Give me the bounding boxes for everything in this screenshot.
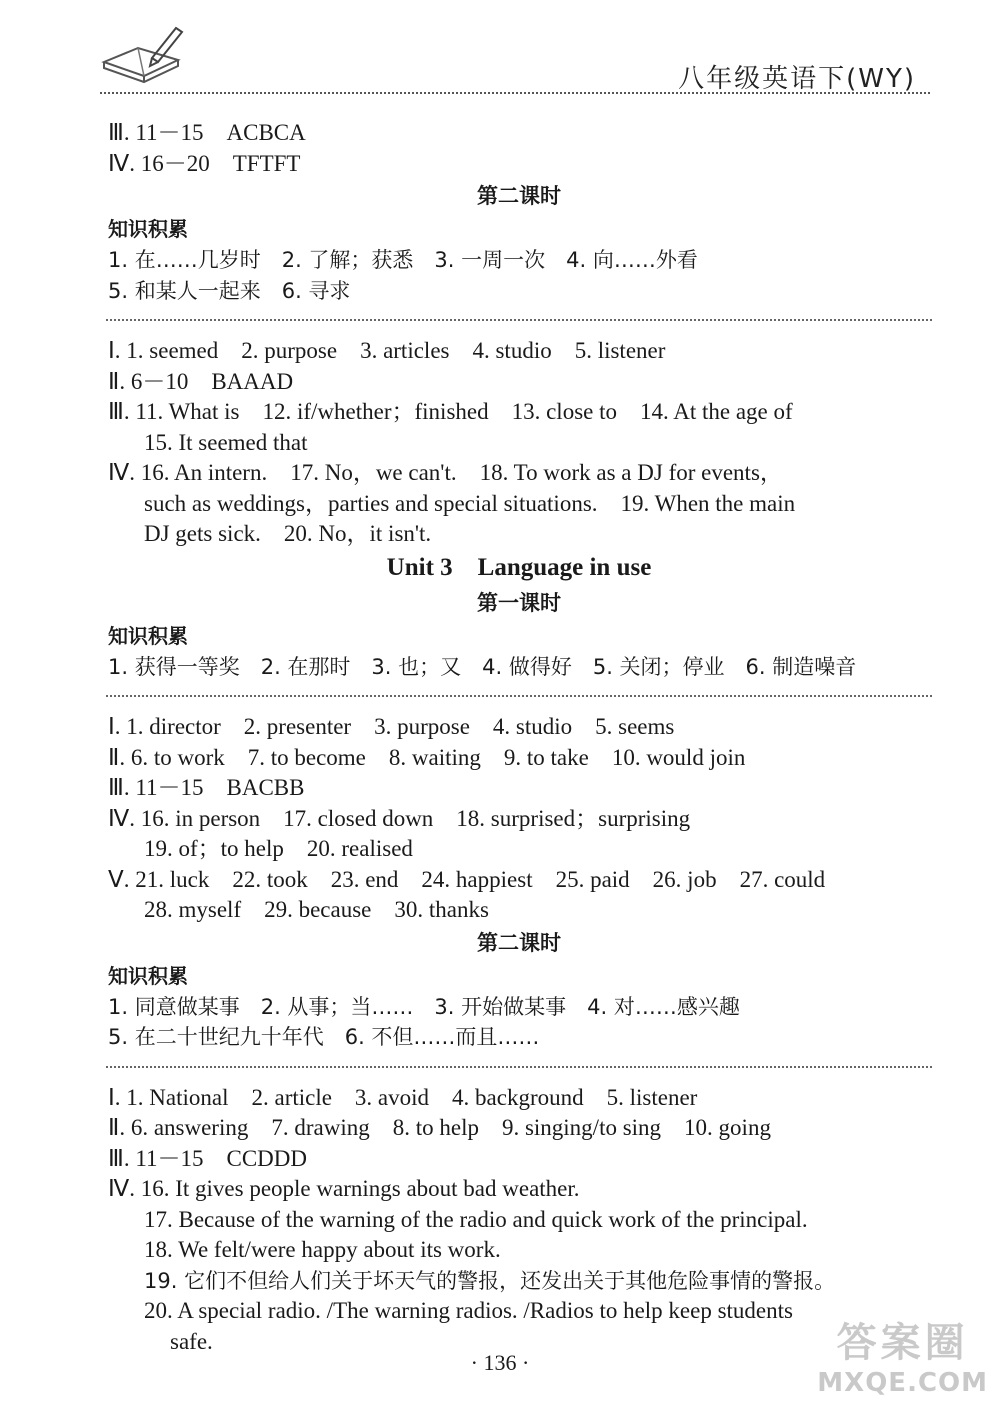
answer-line-top-iv: Ⅳ. 16－20 TFTFT (108, 150, 301, 176)
answer-line: 17. Because of the warning of the radio and quick work of the principal. (144, 1206, 808, 1232)
answer-line: Ⅳ. 16. It gives people warnings about bad weather. (108, 1176, 580, 1201)
knowledge-line: 1. 同意做某事 2. 从事；当…… 3. 开始做某事 4. 对……感兴趣 (108, 994, 740, 1019)
answer-content (108, 118, 930, 1357)
knowledge-line: 1. 在……几岁时 2. 了解；获悉 3. 一周一次 4. 向……外看 (108, 248, 698, 272)
answer-line: DJ gets sick. 20. No，it isn't. (144, 521, 432, 546)
answer-line: Ⅲ. 11－15 CCDDD (108, 1145, 308, 1171)
answer-line: Ⅰ. 1. director 2. presenter 3. purpose 4. studio 5. seems (108, 714, 675, 739)
answer-line: Ⅳ. 16. An intern. 17. No，we can't. 18. To work as a DJ for events， (108, 460, 783, 485)
knowledge-line: 5. 在二十世纪九十年代 6. 不但……而且…… (108, 1025, 540, 1049)
lesson-heading-second-a: 第二课时 (477, 184, 561, 208)
dotted-divider (106, 695, 932, 697)
section-knowledge-c: 知识积累 (108, 963, 188, 988)
lesson-heading-second-b: 第二课时 (477, 930, 561, 955)
answer-line: Ⅱ. 6. answering 7. drawing 8. to help 9. singing/to sing 10. going (108, 1115, 771, 1140)
page-number: · 136 · (470, 1350, 530, 1375)
header-divider (100, 92, 930, 94)
answer-line: safe. (170, 1328, 213, 1354)
answer-line: Ⅲ. 11. What is 12. if/whether；finished 13. close to 14. At the age of (108, 399, 793, 424)
watermark (817, 1311, 988, 1398)
answer-line: 20. A special radio. /The warning radios. /Radios to help keep students (144, 1298, 793, 1323)
answer-line: 15. It seemed that (144, 429, 308, 455)
knowledge-line: 5. 和某人一起来 6. 寻求 (108, 278, 351, 303)
dotted-divider (106, 1066, 932, 1068)
watermark-text: 答案圈 (836, 1320, 969, 1366)
answer-line: Ⅴ. 21. luck 22. took 23. end 24. happiest 25. paid 26. job 27. could (108, 866, 826, 892)
answer-line: 18. We felt/were happy about its work. (144, 1237, 501, 1262)
answer-line: Ⅳ. 16. in person 17. closed down 18. surprised；surprising (108, 805, 691, 831)
watermark-url: MXQE.COM (817, 1368, 988, 1398)
section-knowledge-b: 知识积累 (108, 623, 188, 648)
answer-line: 28. myself 29. because 30. thanks (144, 897, 489, 922)
answer-line: Ⅱ. 6. to work 7. to become 8. waiting 9. to take 10. would join (108, 744, 746, 770)
answer-line: 19. of；to help 20. realised (144, 836, 413, 861)
section-knowledge-a: 知识积累 (108, 217, 188, 241)
answer-line: Ⅰ. 1. National 2. article 3. avoid 4. background 5. listener (108, 1084, 698, 1110)
dotted-divider (106, 319, 932, 321)
lesson-heading-first: 第一课时 (477, 590, 561, 615)
answer-line: Ⅱ. 6－10 BAAAD (108, 368, 294, 394)
header-title: 八年级英语下(WY) (678, 64, 916, 94)
unit-title: Unit 3 Language in use (386, 553, 652, 581)
answer-line: Ⅲ. 11－15 BACBB (108, 775, 305, 800)
book-pen-logo (98, 22, 190, 84)
answer-line: 19. 它们不但给人们关于坏天气的警报，还发出关于其他危险事情的警报。 (144, 1268, 836, 1293)
answer-line: Ⅰ. 1. seemed 2. purpose 3. articles 4. studio 5. listener (108, 338, 666, 363)
answer-line-top-iii: Ⅲ. 11－15 ACBCA (108, 120, 306, 145)
knowledge-line: 1. 获得一等奖 2. 在那时 3. 也；又 4. 做得好 5. 关闭；停业 6. 制造噪音 (108, 654, 857, 679)
answer-line: such as weddings，parties and special situations. 19. When the main (144, 490, 796, 516)
